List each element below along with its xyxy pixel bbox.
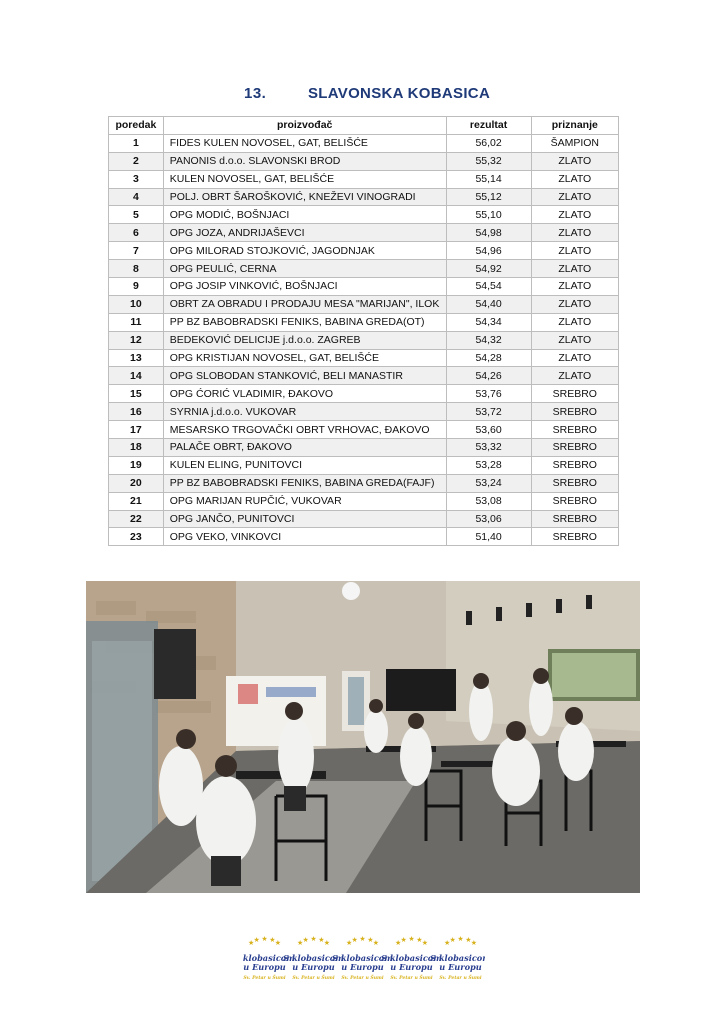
table-row (109, 492, 619, 510)
score-cell: 53,28 (446, 456, 531, 474)
award-cell: ZLATO (531, 367, 618, 385)
score-cell: 54,26 (446, 367, 531, 385)
producer-cell: BEDEKOVIĆ DELICIJE j.d.o.o. ZAGREB (163, 331, 446, 349)
producer-cell: KULEN NOVOSEL, GAT, BELIŠĆE (163, 170, 446, 188)
star-icon: ★ (345, 939, 353, 947)
score-cell: 53,08 (446, 492, 531, 510)
award-cell: ZLATO (531, 170, 618, 188)
score-cell: 56,02 (446, 134, 531, 152)
producer-cell: MESARSKO TRGOVAČKI OBRT VRHOVAC, ĐAKOVO (163, 421, 446, 439)
score-cell: 53,06 (446, 510, 531, 528)
award-cell: ZLATO (531, 349, 618, 367)
producer-cell: OPG MARIJAN RUPČIĆ, VUKOVAR (163, 492, 446, 510)
rank-cell: 15 (109, 385, 164, 403)
award-cell: SREBRO (531, 474, 618, 492)
producer-cell: PANONIS d.o.o. SLAVONSKI BROD (163, 152, 446, 170)
rank-cell: 11 (109, 313, 164, 331)
star-icon: ★ (318, 937, 325, 945)
star-icon: ★ (449, 937, 456, 945)
logo-line-2: u Europu (243, 962, 286, 972)
producer-cell: OPG SLOBODAN STANKOVIĆ, BELI MANASTIR (163, 367, 446, 385)
table-row (109, 170, 619, 188)
table-row (109, 456, 619, 474)
rank-cell: 17 (109, 421, 164, 439)
header-rank: poredak (109, 117, 164, 135)
star-icon: ★ (261, 936, 268, 943)
star-icon: ★ (443, 939, 451, 947)
rank-cell: 12 (109, 331, 164, 349)
logo-line-2: u Europu (341, 962, 384, 972)
star-icon: ★ (253, 937, 260, 945)
star-icon: ★ (416, 937, 423, 945)
section-name: SLAVONSKA KOBASICA (308, 85, 491, 102)
rank-cell: 19 (109, 456, 164, 474)
producer-cell: PP BZ BABOBRADSKI FENIKS, BABINA GREDA(FAJF) (163, 474, 446, 492)
award-cell: ZLATO (531, 278, 618, 296)
score-cell: 54,54 (446, 278, 531, 296)
rank-cell: 5 (109, 206, 164, 224)
score-cell: 54,32 (446, 331, 531, 349)
table-row (109, 224, 619, 242)
award-cell: ZLATO (531, 152, 618, 170)
event-logos (240, 936, 485, 984)
event-logo (430, 936, 485, 981)
producer-cell: SYRNIA j.d.o.o. VUKOVAR (163, 403, 446, 421)
score-cell: 53,32 (446, 439, 531, 457)
table-row (109, 260, 619, 278)
star-icon: ★ (296, 939, 304, 947)
table-row (109, 278, 619, 296)
score-cell: 51,40 (446, 528, 531, 546)
star-icon: ★ (302, 937, 309, 945)
logo-line-3: Sv. Petar u Šumi (243, 976, 286, 981)
table-row (109, 242, 619, 260)
star-icon: ★ (408, 936, 415, 943)
award-cell: SREBRO (531, 421, 618, 439)
star-icon: ★ (394, 939, 402, 947)
table-row (109, 152, 619, 170)
producer-cell: POLJ. OBRT ŠAROŠKOVIĆ, KNEŽEVI VINOGRADI (163, 188, 446, 206)
table-row (109, 528, 619, 546)
score-cell: 53,76 (446, 385, 531, 403)
producer-cell: OPG KRISTIJAN NOVOSEL, GAT, BELIŠĆE (163, 349, 446, 367)
logo-line-1: S klobasicom (240, 953, 295, 963)
star-icon: ★ (421, 939, 429, 947)
rank-cell: 18 (109, 439, 164, 457)
table-row (109, 474, 619, 492)
producer-cell: PALAČE OBRT, ĐAKOVO (163, 439, 446, 457)
judging-room-illustration (86, 581, 640, 893)
award-cell: SREBRO (531, 439, 618, 457)
score-cell: 54,98 (446, 224, 531, 242)
producer-cell: OPG JANČO, PUNITOVCI (163, 510, 446, 528)
producer-cell: OPG VEKO, VINKOVCI (163, 528, 446, 546)
rank-cell: 10 (109, 295, 164, 313)
rank-cell: 14 (109, 367, 164, 385)
star-icon: ★ (310, 936, 317, 943)
rank-cell: 2 (109, 152, 164, 170)
award-cell: SREBRO (531, 510, 618, 528)
logo-line-2: u Europu (439, 962, 482, 972)
rank-cell: 13 (109, 349, 164, 367)
award-cell: SREBRO (531, 385, 618, 403)
section-number: 13. (244, 85, 267, 102)
logo-line-2: u Europu (292, 962, 335, 972)
score-cell: 54,96 (446, 242, 531, 260)
score-cell: 54,40 (446, 295, 531, 313)
star-icon: ★ (359, 936, 366, 943)
section-title (0, 85, 718, 105)
rank-cell: 16 (109, 403, 164, 421)
table-row (109, 295, 619, 313)
rank-cell: 22 (109, 510, 164, 528)
star-icon: ★ (457, 936, 464, 943)
producer-cell: PP BZ BABOBRADSKI FENIKS, BABINA GREDA(OT) (163, 313, 446, 331)
rank-cell: 4 (109, 188, 164, 206)
score-cell: 53,24 (446, 474, 531, 492)
star-icon: ★ (323, 939, 331, 947)
table-row (109, 510, 619, 528)
header-score: rezultat (446, 117, 531, 135)
award-cell: ZLATO (531, 331, 618, 349)
table-row (109, 331, 619, 349)
table-header-row (109, 117, 619, 135)
score-cell: 55,32 (446, 152, 531, 170)
table-row (109, 206, 619, 224)
score-cell: 54,34 (446, 313, 531, 331)
rank-cell: 21 (109, 492, 164, 510)
score-cell: 54,28 (446, 349, 531, 367)
table-row (109, 403, 619, 421)
producer-cell: OPG ĆORIĆ VLADIMIR, ĐAKOVO (163, 385, 446, 403)
table-row (109, 313, 619, 331)
logo-line-3: Sv. Petar u Šumi (439, 976, 482, 981)
star-icon: ★ (269, 937, 276, 945)
judging-room-photo (86, 581, 640, 893)
award-cell: ZLATO (531, 313, 618, 331)
rank-cell: 3 (109, 170, 164, 188)
score-cell: 54,92 (446, 260, 531, 278)
table-row (109, 385, 619, 403)
award-cell: ZLATO (531, 188, 618, 206)
producer-cell: FIDES KULEN NOVOSEL, GAT, BELIŠĆE (163, 134, 446, 152)
rank-cell: 23 (109, 528, 164, 546)
score-cell: 53,72 (446, 403, 531, 421)
award-cell: ZLATO (531, 260, 618, 278)
logo-line-3: Sv. Petar u Šumi (292, 976, 335, 981)
rank-cell: 20 (109, 474, 164, 492)
award-cell: ZLATO (531, 242, 618, 260)
award-cell: SREBRO (531, 456, 618, 474)
rank-cell: 9 (109, 278, 164, 296)
award-cell: ZLATO (531, 295, 618, 313)
header-award: priznanje (531, 117, 618, 135)
event-logo-strip (240, 936, 485, 984)
producer-cell: OBRT ZA OBRADU I PRODAJU MESA "MARIJAN", ILOK (163, 295, 446, 313)
award-cell: SREBRO (531, 528, 618, 546)
table-row (109, 421, 619, 439)
score-cell: 55,10 (446, 206, 531, 224)
award-cell: SREBRO (531, 403, 618, 421)
logo-line-1: S klobasicom (332, 953, 393, 963)
table-row (109, 439, 619, 457)
award-cell: ŠAMPION (531, 134, 618, 152)
table-row (109, 188, 619, 206)
rank-cell: 6 (109, 224, 164, 242)
rank-cell: 8 (109, 260, 164, 278)
star-icon: ★ (367, 937, 374, 945)
award-cell: SREBRO (531, 492, 618, 510)
star-icon: ★ (351, 937, 358, 945)
producer-cell: OPG JOZA, ANDRIJAŠEVCI (163, 224, 446, 242)
star-icon: ★ (247, 939, 255, 947)
score-cell: 53,60 (446, 421, 531, 439)
star-icon: ★ (470, 939, 478, 947)
star-icon: ★ (372, 939, 380, 947)
logo-line-3: Sv. Petar u Šumi (341, 976, 384, 981)
table-row (109, 134, 619, 152)
results-table (108, 116, 619, 546)
score-cell: 55,14 (446, 170, 531, 188)
logo-line-1: S klobasicom (381, 953, 442, 963)
producer-cell: OPG MILORAD STOJKOVIĆ, JAGODNJAK (163, 242, 446, 260)
logo-line-1: S klobasicom (283, 953, 344, 963)
award-cell: ZLATO (531, 206, 618, 224)
star-icon: ★ (400, 937, 407, 945)
star-icon: ★ (274, 939, 282, 947)
rank-cell: 7 (109, 242, 164, 260)
producer-cell: OPG MODIĆ, BOŠNJACI (163, 206, 446, 224)
award-cell: ZLATO (531, 224, 618, 242)
logo-line-3: Sv. Petar u Šumi (390, 976, 433, 981)
score-cell: 55,12 (446, 188, 531, 206)
header-producer: proizvođač (163, 117, 446, 135)
logo-line-2: u Europu (390, 962, 433, 972)
table-row (109, 349, 619, 367)
rank-cell: 1 (109, 134, 164, 152)
logo-line-1: S klobasicom (430, 953, 485, 963)
producer-cell: OPG JOSIP VINKOVIĆ, BOŠNJACI (163, 278, 446, 296)
producer-cell: KULEN ELING, PUNITOVCI (163, 456, 446, 474)
star-icon: ★ (465, 937, 472, 945)
producer-cell: OPG PEULIĆ, CERNA (163, 260, 446, 278)
table-row (109, 367, 619, 385)
